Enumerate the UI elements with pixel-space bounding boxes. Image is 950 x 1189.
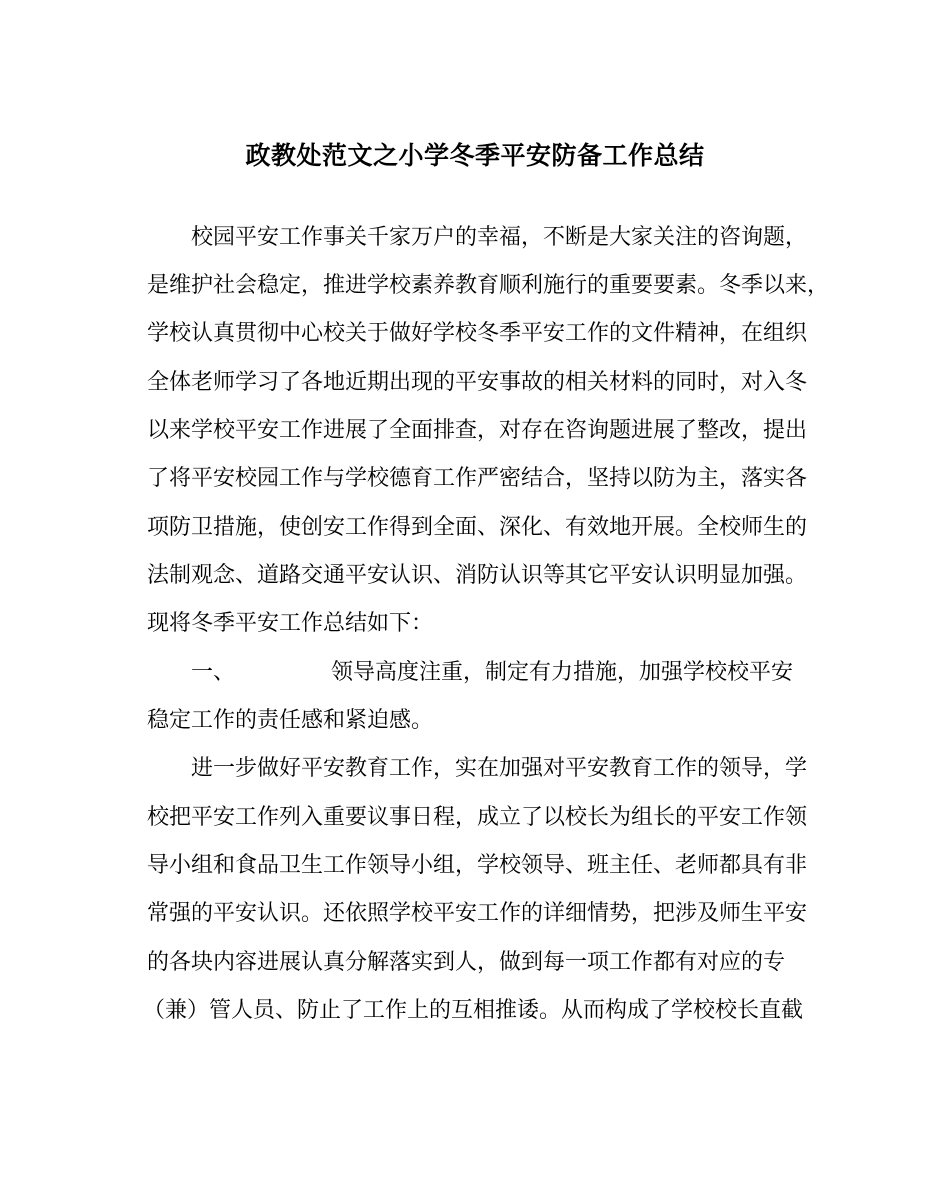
section-heading: 领导高度注重，制定有力措施，加强学校校平安 — [331, 660, 794, 685]
paragraph-line: 校把平安工作列入重要议事日程，成立了以校长为组长的平安工作领 — [147, 805, 808, 830]
paragraph-line: 以来学校平安工作进展了全面排查，对存在咨询题进展了整改，提出 — [147, 418, 808, 443]
paragraph-line: 全体老师学习了各地近期出现的平安事故的相关材料的同时，对入冬 — [147, 370, 808, 395]
paragraph-line: 常强的平安认识。还依照学校平安工作的详细情势，把涉及师生平安 — [147, 901, 808, 926]
paragraph-line: 进一步做好平安教育工作，实在加强对平安教育工作的领导，学 — [191, 756, 808, 781]
section-heading-continued: 稳定工作的责任感和紧迫感。 — [147, 708, 434, 733]
paragraph-line: 学校认真贯彻中心校关于做好学校冬季平安工作的文件精神，在组织 — [147, 321, 808, 346]
document-title: 政教处范文之小学冬季平安防备工作总结 — [245, 141, 705, 170]
paragraph-line: 法制观念、道路交通平安认识、消防认识等其它平安认识明显加强。 — [147, 563, 808, 588]
paragraph-line: （兼）管人员、防止了工作上的互相推诿。从而构成了学校校长直截 — [143, 998, 804, 1023]
paragraph-line: 导小组和食品卫生工作领导小组，学校领导、班主任、老师都具有非 — [147, 853, 808, 878]
paragraph-line: 了将平安校园工作与学校德育工作严密结合，坚持以防为主，落实各 — [147, 466, 808, 491]
paragraph-line: 现将冬季平安工作总结如下： — [147, 611, 434, 636]
section-number: 一、 — [191, 660, 236, 685]
paragraph-line: 是维护社会稳定，推进学校素养教育顺利施行的重要要素。冬季以来， — [147, 273, 830, 298]
paragraph-line: 项防卫措施，使创安工作得到全面、深化、有效地开展。全校师生的 — [147, 515, 808, 540]
paragraph-line: 校园平安工作事关千家万户的幸福，不断是大家关注的咨询题， — [191, 225, 808, 250]
paragraph-line: 的各块内容进展认真分解落实到人，做到每一项工作都有对应的专 — [147, 950, 786, 975]
